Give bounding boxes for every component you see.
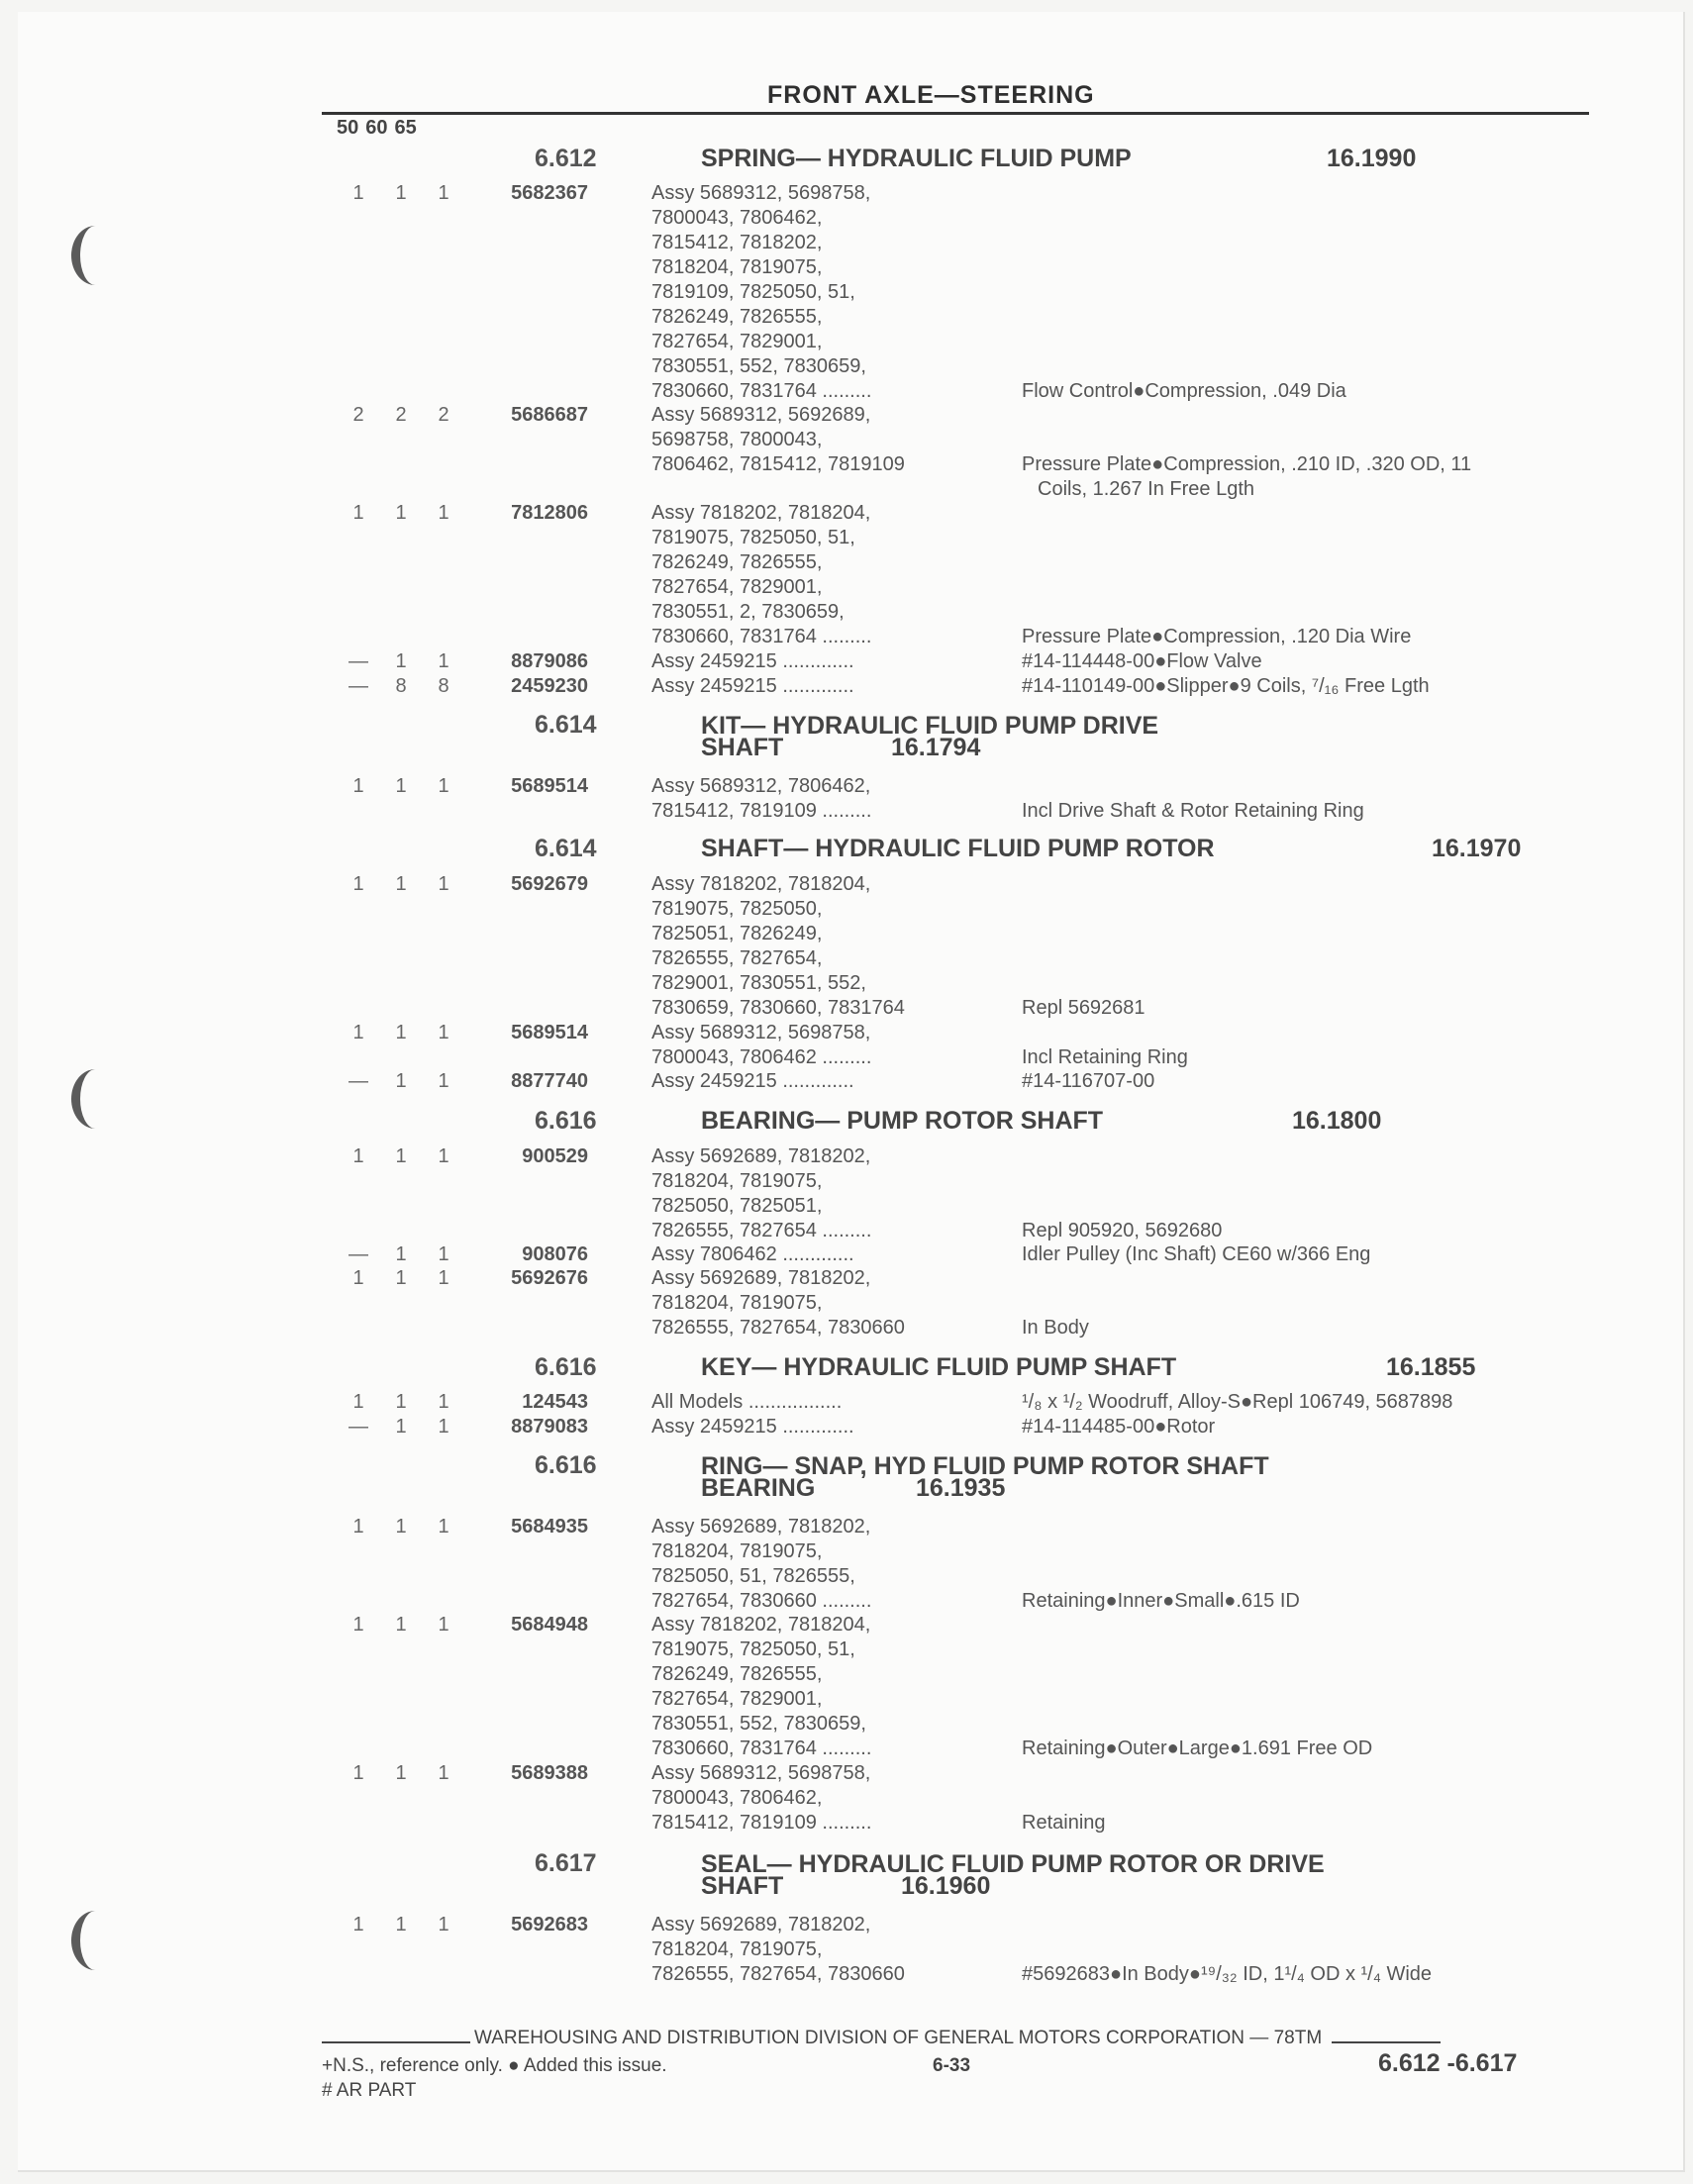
part-line bbox=[0, 1266, 1693, 1291]
application: 7800043, 7806462 ......... bbox=[651, 1046, 872, 1068]
application: 7800043, 7806462, bbox=[651, 207, 823, 229]
section-header bbox=[0, 1353, 1693, 1381]
application: Assy 5689312, 5698758, bbox=[651, 1762, 871, 1784]
section-code: 16.1990 bbox=[1327, 145, 1417, 172]
application: Assy 5692689, 7818202, bbox=[651, 1267, 871, 1289]
section-title-cont: SHAFT bbox=[701, 1872, 784, 1900]
section-number: 6.617 bbox=[535, 1849, 597, 1877]
section-header bbox=[0, 1451, 1693, 1505]
section-title: KIT— HYDRAULIC FLUID PUMP DRIVE bbox=[701, 712, 1159, 740]
part-line bbox=[0, 1219, 1693, 1243]
qty-50: 1 bbox=[352, 1022, 364, 1043]
application: 7819075, 7825050, 51, bbox=[651, 1638, 855, 1660]
page-number: 6-33 bbox=[933, 2055, 971, 2076]
part-line bbox=[0, 550, 1693, 575]
application: 7830551, 552, 7830659, bbox=[651, 1713, 866, 1735]
part-line bbox=[0, 1662, 1693, 1687]
part-line bbox=[0, 1415, 1693, 1439]
application: 7830551, 2, 7830659, bbox=[651, 601, 845, 623]
part-number: 5682367 bbox=[511, 182, 588, 204]
qty-50: 1 bbox=[352, 1267, 364, 1289]
qty-60: 1 bbox=[395, 1022, 407, 1043]
application: 7800043, 7806462, bbox=[651, 1787, 823, 1809]
application: Assy 5689312, 5698758, bbox=[651, 182, 871, 204]
section-number: 6.616 bbox=[535, 1451, 597, 1479]
description: #14-114448-00●Flow Valve bbox=[1022, 650, 1262, 672]
qty-65: 1 bbox=[438, 1614, 449, 1636]
qty-65: 1 bbox=[438, 1391, 449, 1413]
application: Assy 7818202, 7818204, bbox=[651, 1614, 871, 1636]
part-line bbox=[0, 1021, 1693, 1045]
part-line bbox=[0, 428, 1693, 452]
application: Assy 2459215 ............. bbox=[651, 1070, 854, 1092]
qty-50: 1 bbox=[352, 182, 364, 204]
qty-50: 1 bbox=[352, 1145, 364, 1167]
application: 7829001, 7830551, 552, bbox=[651, 972, 866, 994]
description: #14-114485-00●Rotor bbox=[1022, 1416, 1216, 1438]
qty-50: 1 bbox=[352, 873, 364, 895]
application: Assy 5689312, 7806462, bbox=[651, 775, 871, 797]
description: Repl 905920, 5692680 bbox=[1022, 1220, 1223, 1241]
part-line bbox=[0, 477, 1693, 502]
part-line bbox=[0, 1169, 1693, 1194]
application: All Models ................. bbox=[651, 1391, 843, 1413]
part-line bbox=[0, 1737, 1693, 1761]
section-title-cont: BEARING bbox=[701, 1474, 816, 1502]
part-number: 8877740 bbox=[511, 1070, 588, 1092]
part-line bbox=[0, 1687, 1693, 1712]
section-header bbox=[0, 711, 1693, 764]
part-line bbox=[0, 1242, 1693, 1267]
application: 7826555, 7827654 ......... bbox=[651, 1220, 872, 1241]
application: 7827654, 7829001, bbox=[651, 1688, 823, 1710]
footer-rule bbox=[322, 2041, 470, 2043]
header-rule bbox=[322, 112, 1589, 115]
qty-60: 1 bbox=[395, 1416, 407, 1438]
description: Retaining bbox=[1022, 1812, 1106, 1834]
footer-legend-ar: # AR PART bbox=[322, 2080, 417, 2101]
section-title: SHAFT— HYDRAULIC FLUID PUMP ROTOR bbox=[701, 835, 1215, 862]
description: Incl Retaining Ring bbox=[1022, 1046, 1188, 1068]
footer-division-text: WAREHOUSING AND DISTRIBUTION DIVISION OF GENERAL MOTORS CORPORATION — 78TM bbox=[474, 2028, 1323, 2048]
part-line bbox=[0, 1613, 1693, 1638]
part-line bbox=[0, 1638, 1693, 1662]
part-line bbox=[0, 799, 1693, 824]
qty-60: 1 bbox=[395, 502, 407, 524]
part-line bbox=[0, 1316, 1693, 1340]
section-code: 16.1960 bbox=[901, 1872, 991, 1900]
qty-50: — bbox=[349, 1243, 368, 1265]
section-number: 6.614 bbox=[535, 835, 597, 862]
application: Assy 2459215 ............. bbox=[651, 650, 854, 672]
application: 7825050, 51, 7826555, bbox=[651, 1565, 855, 1587]
application: 7826555, 7827654, 7830660 bbox=[651, 1317, 905, 1339]
section-title: RING— SNAP, HYD FLUID PUMP ROTOR SHAFT bbox=[701, 1452, 1269, 1480]
part-number: 8879086 bbox=[511, 650, 588, 672]
qty-65: 8 bbox=[438, 675, 449, 697]
description: #14-110149-00●Slipper●9 Coils, ⁷/₁₆ Free Lgth bbox=[1022, 675, 1430, 697]
qty-60: 1 bbox=[395, 775, 407, 797]
application: 7815412, 7819109 ......... bbox=[651, 1812, 872, 1834]
part-number: 5684935 bbox=[511, 1516, 588, 1538]
part-line bbox=[0, 674, 1693, 699]
year-columns bbox=[337, 117, 424, 140]
qty-60: 8 bbox=[395, 675, 407, 697]
section-number: 6.614 bbox=[535, 711, 597, 739]
part-line bbox=[0, 1786, 1693, 1811]
part-line bbox=[0, 452, 1693, 477]
part-line bbox=[0, 231, 1693, 255]
qty-60: 1 bbox=[395, 1070, 407, 1092]
part-line bbox=[0, 946, 1693, 971]
part-line bbox=[0, 1539, 1693, 1564]
part-line bbox=[0, 774, 1693, 799]
section-header bbox=[0, 145, 1693, 172]
description: Repl 5692681 bbox=[1022, 997, 1145, 1019]
part-line bbox=[0, 922, 1693, 946]
part-line bbox=[0, 1390, 1693, 1415]
application: Assy 7806462 ............. bbox=[651, 1243, 854, 1265]
part-line bbox=[0, 1913, 1693, 1937]
application: 7830659, 7830660, 7831764 bbox=[651, 997, 905, 1019]
qty-65: 1 bbox=[438, 502, 449, 524]
section-code: 16.1935 bbox=[916, 1474, 1006, 1502]
part-number: 8879083 bbox=[511, 1416, 588, 1438]
part-line bbox=[0, 1712, 1693, 1737]
part-number: 2459230 bbox=[511, 675, 588, 697]
description: Coils, 1.267 In Free Lgth bbox=[1038, 478, 1255, 500]
qty-50: 2 bbox=[352, 404, 364, 426]
part-line bbox=[0, 1291, 1693, 1316]
application: 7826555, 7827654, 7830660 bbox=[651, 1963, 905, 1985]
part-line bbox=[0, 872, 1693, 897]
application: 7825051, 7826249, bbox=[651, 923, 823, 944]
page-title: FRONT AXLE—STEERING bbox=[767, 81, 1095, 109]
description: #14-116707-00 bbox=[1022, 1070, 1155, 1092]
qty-60: 2 bbox=[395, 404, 407, 426]
part-number: 5689514 bbox=[511, 775, 588, 797]
part-number: 5686687 bbox=[511, 404, 588, 426]
qty-50: 1 bbox=[352, 1914, 364, 1936]
application: 7819075, 7825050, bbox=[651, 898, 823, 920]
part-line bbox=[0, 526, 1693, 550]
section-code: 16.1794 bbox=[891, 734, 981, 761]
qty-65: 1 bbox=[438, 775, 449, 797]
qty-50: — bbox=[349, 1070, 368, 1092]
section-number: 6.612 bbox=[535, 145, 597, 172]
qty-60: 1 bbox=[395, 1516, 407, 1538]
qty-65: 1 bbox=[438, 1070, 449, 1092]
part-number: 5692679 bbox=[511, 873, 588, 895]
qty-50: 1 bbox=[352, 1516, 364, 1538]
description: #5692683●In Body●¹⁹/₃₂ ID, 1¹/₄ OD x ¹/₄ Wide bbox=[1022, 1963, 1433, 1985]
part-number: 900529 bbox=[522, 1145, 588, 1167]
description: Incl Drive Shaft & Rotor Retaining Ring bbox=[1022, 800, 1364, 822]
section-header bbox=[0, 835, 1693, 862]
qty-50: — bbox=[349, 1416, 368, 1438]
application: 7827654, 7829001, bbox=[651, 331, 823, 352]
section-code: 16.1970 bbox=[1432, 835, 1522, 862]
part-line bbox=[0, 280, 1693, 305]
application: 7819109, 7825050, 51, bbox=[651, 281, 855, 303]
application: 7826555, 7827654, bbox=[651, 947, 823, 969]
application: 7826249, 7826555, bbox=[651, 551, 823, 573]
part-number: 5689388 bbox=[511, 1762, 588, 1784]
part-line bbox=[0, 1194, 1693, 1219]
qty-65: 1 bbox=[438, 650, 449, 672]
description: In Body bbox=[1022, 1317, 1089, 1339]
application: Assy 5692689, 7818202, bbox=[651, 1516, 871, 1538]
application: 7826249, 7826555, bbox=[651, 1663, 823, 1685]
year-col: 50 bbox=[337, 117, 359, 139]
section-header bbox=[0, 1849, 1693, 1903]
part-line bbox=[0, 1144, 1693, 1169]
qty-50: 1 bbox=[352, 775, 364, 797]
section-header bbox=[0, 1107, 1693, 1135]
part-line bbox=[0, 501, 1693, 526]
description: Pressure Plate●Compression, .120 Dia Wire bbox=[1022, 626, 1412, 647]
section-code: 16.1800 bbox=[1292, 1107, 1382, 1135]
section-title: KEY— HYDRAULIC FLUID PUMP SHAFT bbox=[701, 1353, 1177, 1381]
application: 7830660, 7831764 ......... bbox=[651, 626, 872, 647]
footer-legend: +N.S., reference only. ● Added this issue. bbox=[322, 2055, 667, 2076]
part-line bbox=[0, 575, 1693, 600]
qty-60: 1 bbox=[395, 1243, 407, 1265]
section-title: SEAL— HYDRAULIC FLUID PUMP ROTOR OR DRIVE bbox=[701, 1850, 1325, 1878]
qty-65: 1 bbox=[438, 1145, 449, 1167]
qty-50: 1 bbox=[352, 1391, 364, 1413]
part-line bbox=[0, 206, 1693, 231]
application: Assy 5692689, 7818202, bbox=[651, 1914, 871, 1936]
application: Assy 5692689, 7818202, bbox=[651, 1145, 871, 1167]
part-number: 5692683 bbox=[511, 1914, 588, 1936]
qty-60: 1 bbox=[395, 1614, 407, 1636]
footer-rule bbox=[1332, 2041, 1441, 2043]
qty-65: 2 bbox=[438, 404, 449, 426]
part-line bbox=[0, 305, 1693, 330]
application: Assy 2459215 ............. bbox=[651, 675, 854, 697]
qty-65: 1 bbox=[438, 1416, 449, 1438]
part-line bbox=[0, 181, 1693, 206]
qty-60: 1 bbox=[395, 1914, 407, 1936]
description: Retaining●Outer●Large●1.691 Free OD bbox=[1022, 1737, 1373, 1759]
part-line bbox=[0, 1962, 1693, 1987]
qty-50: 1 bbox=[352, 1614, 364, 1636]
application: 7818204, 7819075, bbox=[651, 1540, 823, 1562]
description: Idler Pulley (Inc Shaft) CE60 w/366 Eng bbox=[1022, 1243, 1371, 1265]
application: 7826249, 7826555, bbox=[651, 306, 823, 328]
qty-60: 1 bbox=[395, 1145, 407, 1167]
part-line bbox=[0, 1589, 1693, 1614]
qty-65: 1 bbox=[438, 1516, 449, 1538]
part-line bbox=[0, 1811, 1693, 1836]
part-line bbox=[0, 897, 1693, 922]
part-number: 5689514 bbox=[511, 1022, 588, 1043]
application: 7825050, 7825051, bbox=[651, 1195, 823, 1217]
qty-50: — bbox=[349, 675, 368, 697]
application: 7806462, 7815412, 7819109 bbox=[651, 453, 905, 475]
application: 7818204, 7819075, bbox=[651, 1292, 823, 1314]
part-line bbox=[0, 330, 1693, 354]
application: 5698758, 7800043, bbox=[651, 429, 823, 450]
qty-50: 1 bbox=[352, 502, 364, 524]
application: Assy 5689312, 5698758, bbox=[651, 1022, 871, 1043]
application: 7818204, 7819075, bbox=[651, 256, 823, 278]
part-line bbox=[0, 1069, 1693, 1094]
part-line bbox=[0, 625, 1693, 649]
part-line bbox=[0, 971, 1693, 996]
application: 7827654, 7830660 ......... bbox=[651, 1590, 872, 1612]
application: 7815412, 7819109 ......... bbox=[651, 800, 872, 822]
application: 7818204, 7819075, bbox=[651, 1938, 823, 1960]
description: ¹/₈ x ¹/₂ Woodruff, Alloy-S●Repl 106749, 5687898 bbox=[1022, 1391, 1453, 1413]
section-code: 16.1855 bbox=[1386, 1353, 1476, 1381]
part-number: 5684948 bbox=[511, 1614, 588, 1636]
part-number: 7812806 bbox=[511, 502, 588, 524]
section-title-cont: SHAFT bbox=[701, 734, 784, 761]
description: Pressure Plate●Compression, .210 ID, .320 OD, 11 bbox=[1022, 453, 1472, 475]
application: 7830660, 7831764 ......... bbox=[651, 380, 872, 402]
part-number: 124543 bbox=[522, 1391, 588, 1413]
qty-50: — bbox=[349, 650, 368, 672]
qty-65: 1 bbox=[438, 1267, 449, 1289]
application: 7819075, 7825050, 51, bbox=[651, 527, 855, 548]
part-line bbox=[0, 1515, 1693, 1539]
qty-65: 1 bbox=[438, 1914, 449, 1936]
year-col: 60 bbox=[365, 117, 388, 139]
application: Assy 2459215 ............. bbox=[651, 1416, 854, 1438]
application: Assy 7818202, 7818204, bbox=[651, 502, 871, 524]
part-line bbox=[0, 403, 1693, 428]
qty-65: 1 bbox=[438, 1762, 449, 1784]
qty-60: 1 bbox=[395, 1762, 407, 1784]
application: Assy 7818202, 7818204, bbox=[651, 873, 871, 895]
qty-60: 1 bbox=[395, 1391, 407, 1413]
footer-division bbox=[322, 2028, 1594, 2049]
qty-65: 1 bbox=[438, 1243, 449, 1265]
part-line bbox=[0, 600, 1693, 625]
qty-60: 1 bbox=[395, 650, 407, 672]
part-line bbox=[0, 996, 1693, 1021]
part-line bbox=[0, 649, 1693, 674]
part-line bbox=[0, 1937, 1693, 1962]
section-range: 6.612 -6.617 bbox=[1378, 2049, 1518, 2077]
part-line bbox=[0, 379, 1693, 404]
section-number: 6.616 bbox=[535, 1107, 597, 1135]
part-line bbox=[0, 354, 1693, 379]
qty-65: 1 bbox=[438, 1022, 449, 1043]
application: 7830551, 552, 7830659, bbox=[651, 355, 866, 377]
part-line bbox=[0, 1564, 1693, 1589]
qty-60: 1 bbox=[395, 182, 407, 204]
part-number: 5692676 bbox=[511, 1267, 588, 1289]
year-col: 65 bbox=[394, 117, 417, 139]
application: 7815412, 7818202, bbox=[651, 232, 823, 253]
part-line bbox=[0, 1761, 1693, 1786]
qty-50: 1 bbox=[352, 1762, 364, 1784]
application: 7818204, 7819075, bbox=[651, 1170, 823, 1192]
part-line bbox=[0, 255, 1693, 280]
qty-60: 1 bbox=[395, 873, 407, 895]
section-title: BEARING— PUMP ROTOR SHAFT bbox=[701, 1107, 1104, 1135]
qty-60: 1 bbox=[395, 1267, 407, 1289]
description: Flow Control●Compression, .049 Dia bbox=[1022, 380, 1346, 402]
description: Retaining●Inner●Small●.615 ID bbox=[1022, 1590, 1300, 1612]
application: 7827654, 7829001, bbox=[651, 576, 823, 598]
application: 7830660, 7831764 ......... bbox=[651, 1737, 872, 1759]
application: Assy 5689312, 5692689, bbox=[651, 404, 871, 426]
part-line bbox=[0, 1045, 1693, 1070]
part-number: 908076 bbox=[522, 1243, 588, 1265]
section-number: 6.616 bbox=[535, 1353, 597, 1381]
qty-65: 1 bbox=[438, 873, 449, 895]
qty-65: 1 bbox=[438, 182, 449, 204]
section-title: SPRING— HYDRAULIC FLUID PUMP bbox=[701, 145, 1132, 172]
